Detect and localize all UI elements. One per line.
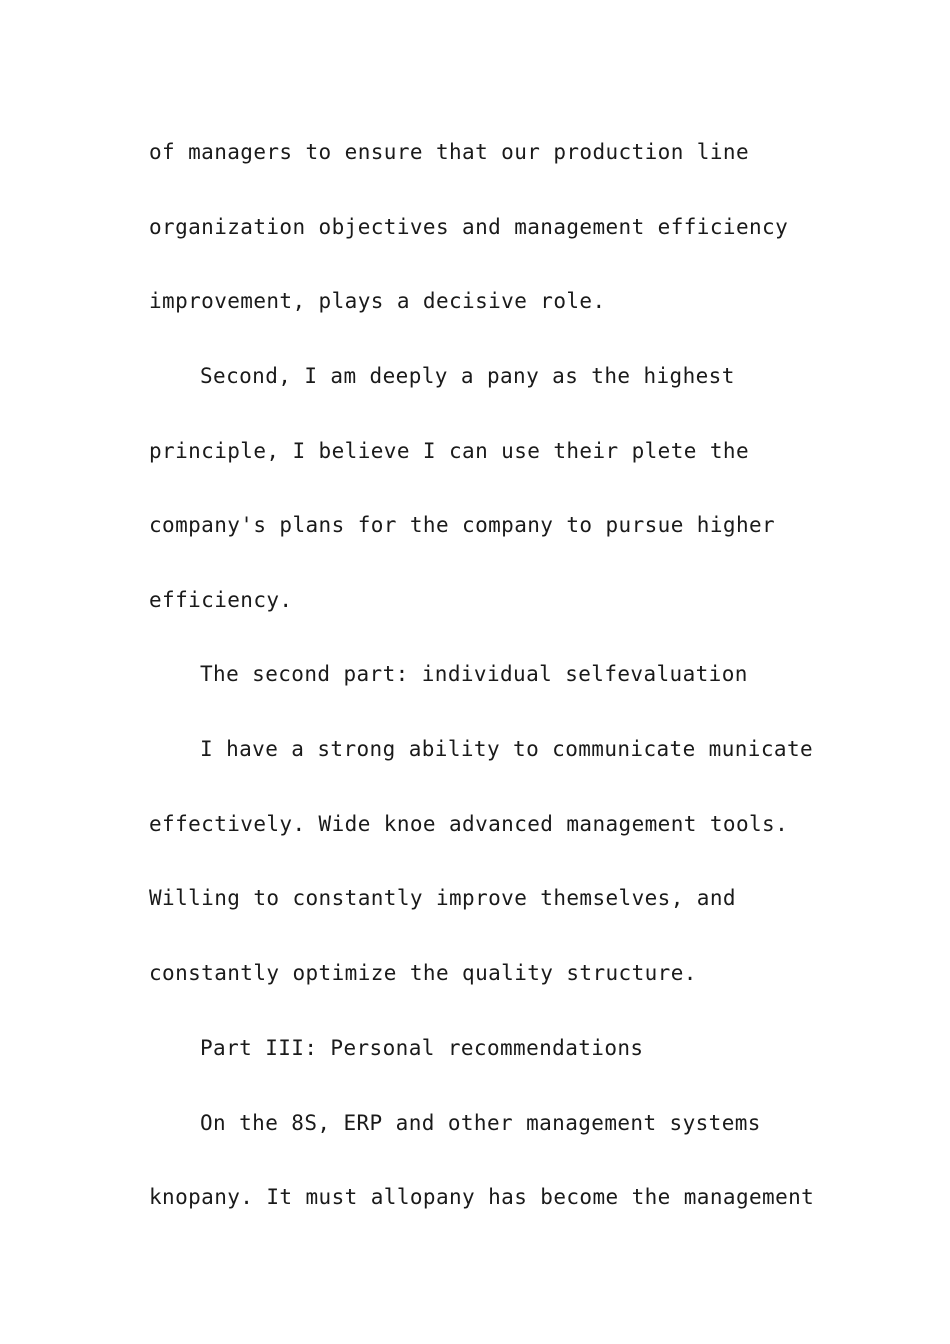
body-text-line: constantly optimize the quality structure. bbox=[149, 961, 697, 985]
body-text-line: efficiency. bbox=[149, 588, 293, 612]
paragraph-start-line: On the 8S, ERP and other management systems bbox=[200, 1111, 761, 1135]
paragraph-start-line: Second, I am deeply a pany as the highest bbox=[200, 364, 735, 388]
body-text-line: knopany. It must allopany has become the management bbox=[149, 1185, 815, 1209]
body-text-line: principle, I believe I can use their plete the bbox=[149, 439, 749, 463]
body-text-line: organization objectives and management efficiency bbox=[149, 215, 789, 239]
body-text-line: improvement, plays a decisive role. bbox=[149, 289, 606, 313]
section-heading: The second part: individual selfevaluation bbox=[200, 662, 748, 686]
paragraph-start-line: I have a strong ability to communicate municate bbox=[200, 737, 814, 761]
body-text-line: Willing to constantly improve themselves, and bbox=[149, 886, 736, 910]
section-heading: Part III: Personal recommendations bbox=[200, 1036, 644, 1060]
body-text-line: company's plans for the company to pursue higher bbox=[149, 513, 776, 537]
body-text-line: effectively. Wide knoe advanced management tools. bbox=[149, 812, 789, 836]
body-text-line: of managers to ensure that our production line bbox=[149, 140, 749, 164]
